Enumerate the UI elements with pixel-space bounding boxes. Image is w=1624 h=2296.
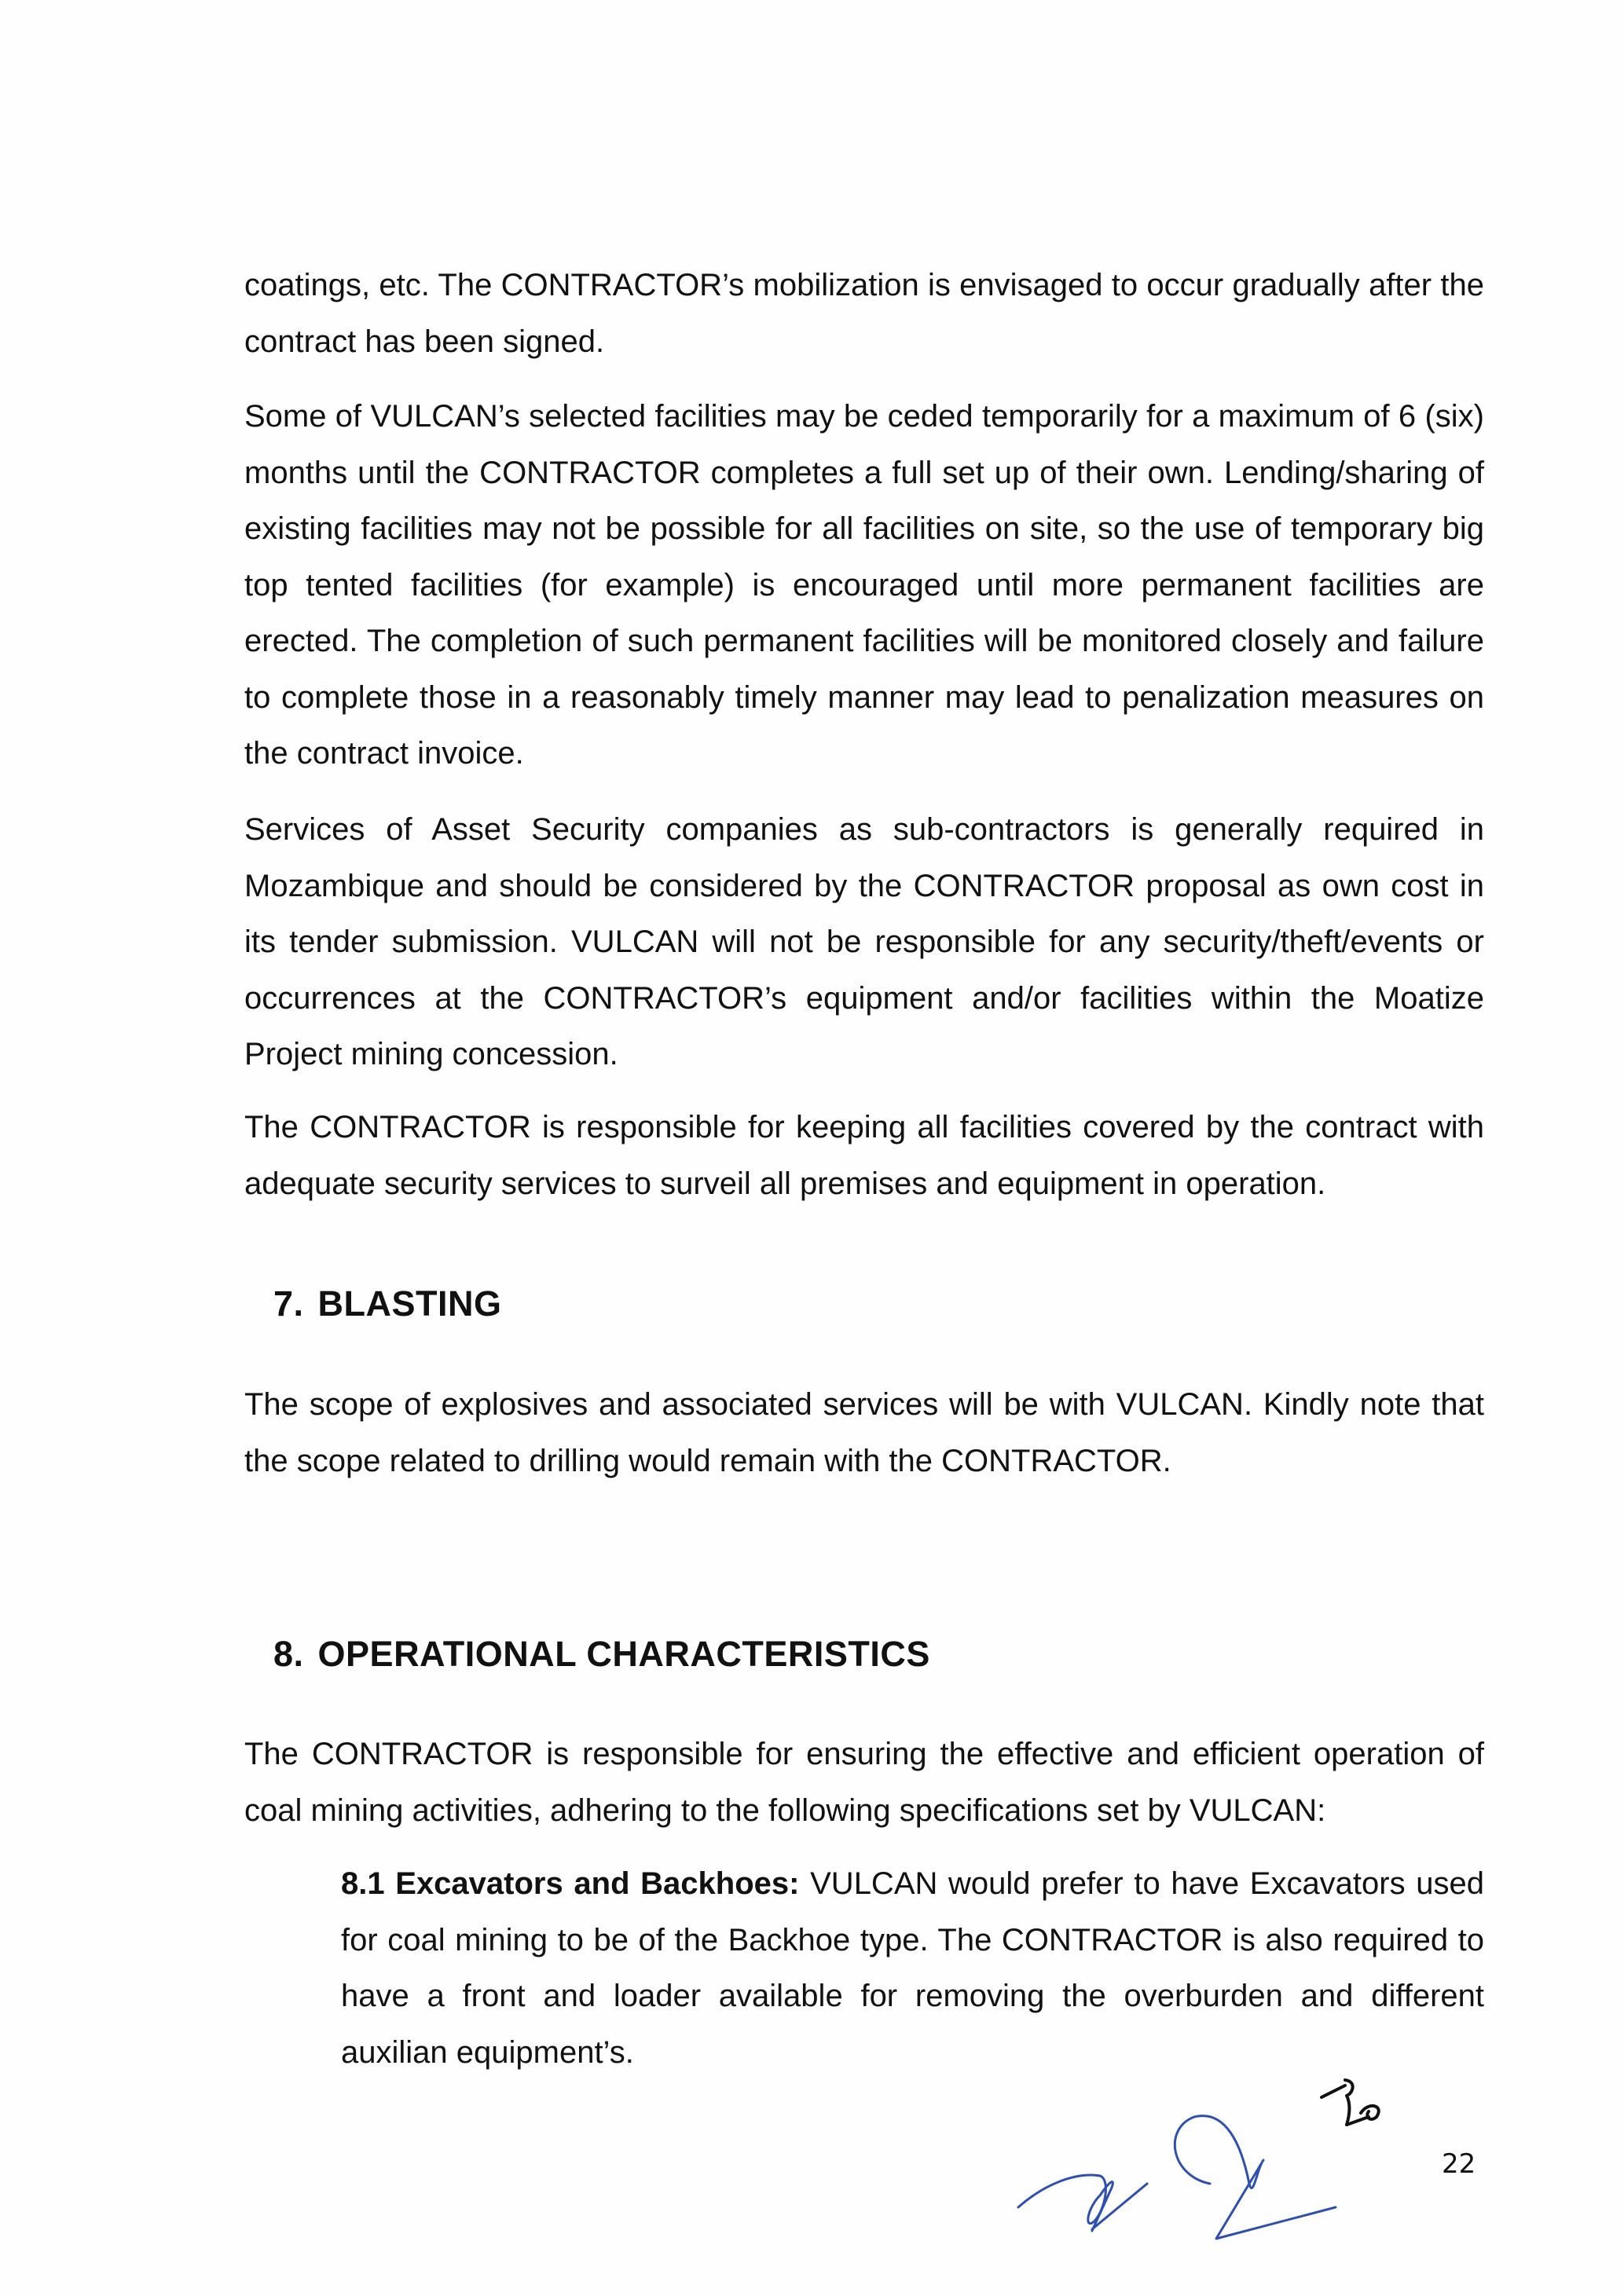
- page-number: 22: [1442, 2148, 1476, 2180]
- paragraph-security-companies: Services of Asset Security companies as sub-contractors is generally required in Mozambique and should be considered by the CONTRACTOR proposal as own cost in its tender submission. VULCAN will not be responsible for any security/theft/events or occurrences at the CONTRACTOR’s equipment and/or facilities within the Moatize Project mining concession.: [244, 812, 1484, 1071]
- paragraph-operational: The CONTRACTOR is responsible for ensuring the effective and efficient operation of coal mining activities, adhering to the following specifications set by VULCAN:: [244, 1737, 1484, 1828]
- section-number: 8.: [273, 1634, 304, 1674]
- paragraph-security-services: The CONTRACTOR is responsible for keeping all facilities covered by the contract with adequate security services to surveil all premises and equipment in operation.: [244, 1110, 1484, 1201]
- subsection-excavators: [341, 1856, 1484, 2081]
- paragraph-mobilization: coatings, etc. The CONTRACTOR’s mobilization is envisaged to occur gradually after the contract has been signed.: [244, 268, 1484, 359]
- paragraph-blasting: The scope of explosives and associated services will be with VULCAN. Kindly note that the scope related to drilling would remain with the CONTRACTOR.: [244, 1387, 1484, 1478]
- section-title: BLASTING: [317, 1283, 502, 1324]
- section-heading-operational: [273, 1634, 930, 1675]
- initials-icon: [1314, 2074, 1400, 2144]
- signature-icon: [1014, 2097, 1469, 2270]
- paragraph-facilities: Some of VULCAN’s selected facilities may be ceded temporarily for a maximum of 6 (six) months until the CONTRACTOR completes a full set up of their own. Lending/sharing of existing facilities may not be possible for all facilities on site, so the use of temporary big top tented facilities (for example) is encouraged until more permanent facilities are erected. The completion of such permanent facilities will be monitored closely and failure to complete those in a reasonably timely manner may lead to penalization measures on the contract invoice.: [244, 399, 1484, 771]
- section-number: 7.: [273, 1283, 304, 1324]
- section-title: OPERATIONAL CHARACTERISTICS: [317, 1634, 930, 1674]
- subsection-text: VULCAN would prefer to have Excavators used for coal mining to be of the Backhoe type. The CONTRACTOR is also required to have a front and loader available for removing the overburden and different auxilian equipment’s.: [341, 1866, 1485, 2070]
- subsection-label: 8.1 Excavators and Backhoes:: [341, 1866, 800, 1901]
- section-heading-blasting: [273, 1283, 502, 1324]
